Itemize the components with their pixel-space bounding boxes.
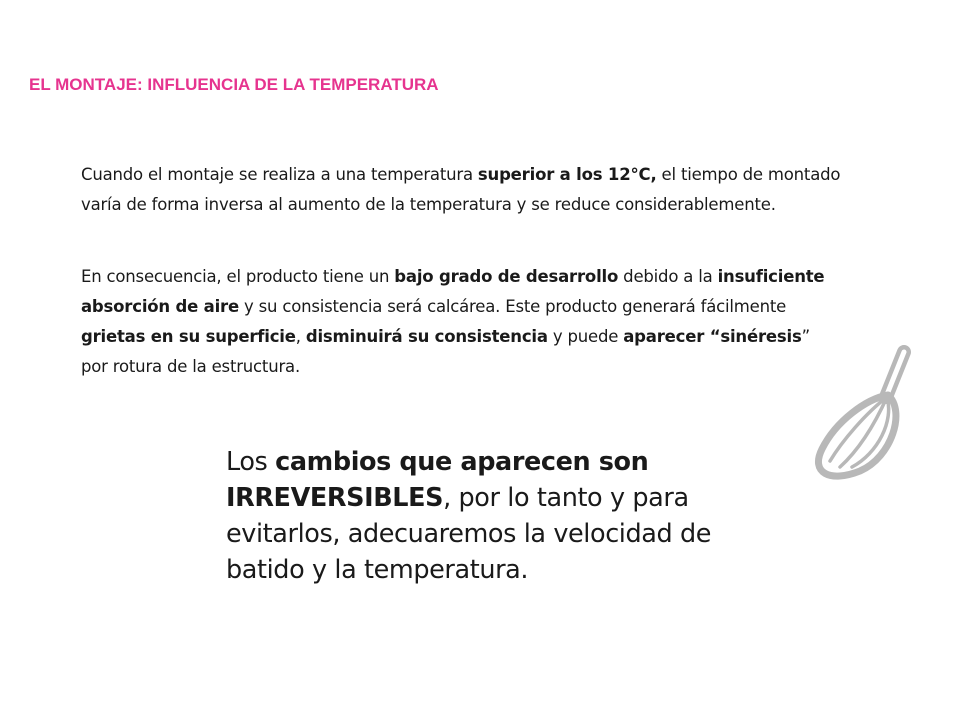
- text-run: y puede: [547, 327, 624, 346]
- text-run: Cuando el montaje se realiza a una temperatura: [81, 165, 478, 184]
- page-title: EL MONTAJE: INFLUENCIA DE LA TEMPERATURA: [29, 75, 439, 94]
- text-run: y su consistencia será calcárea. Este producto generará fácilmente: [238, 297, 787, 316]
- text-run: ,: [295, 327, 306, 346]
- emphasis-irreversible: cambios que aparecen son IRREVERSIBLES: [226, 447, 649, 513]
- text-run: , por lo tanto y para evitarlos, adecuaremos la velocidad de batido y la temperatura.: [226, 483, 712, 585]
- conclusion-text: [226, 444, 746, 588]
- emphasis-low-development: bajo grado de desarrollo: [394, 267, 619, 286]
- emphasis-consistency: disminuirá su consistencia: [305, 327, 548, 346]
- whisk-icon: [808, 345, 918, 485]
- emphasis-syneresis: aparecer “sinéresis: [623, 327, 802, 346]
- text-run: el tiempo de montado varía de forma inversa al aumento de la temperatura y se reduce considerablemente.: [81, 165, 841, 214]
- text-run: Los: [226, 447, 276, 477]
- emphasis-temperature: superior a los 12°C,: [477, 165, 657, 184]
- text-run: ” por rotura de la estructura.: [81, 327, 810, 376]
- emphasis-cracks: grietas en su superficie: [81, 327, 296, 346]
- emphasis-air-absorption: insuficiente absorción de aire: [81, 267, 825, 316]
- text-run: debido a la: [618, 267, 718, 286]
- text-run: En consecuencia, el producto tiene un: [81, 267, 395, 286]
- paragraph-consequence: [81, 262, 841, 382]
- paragraph-temperature: [81, 160, 841, 220]
